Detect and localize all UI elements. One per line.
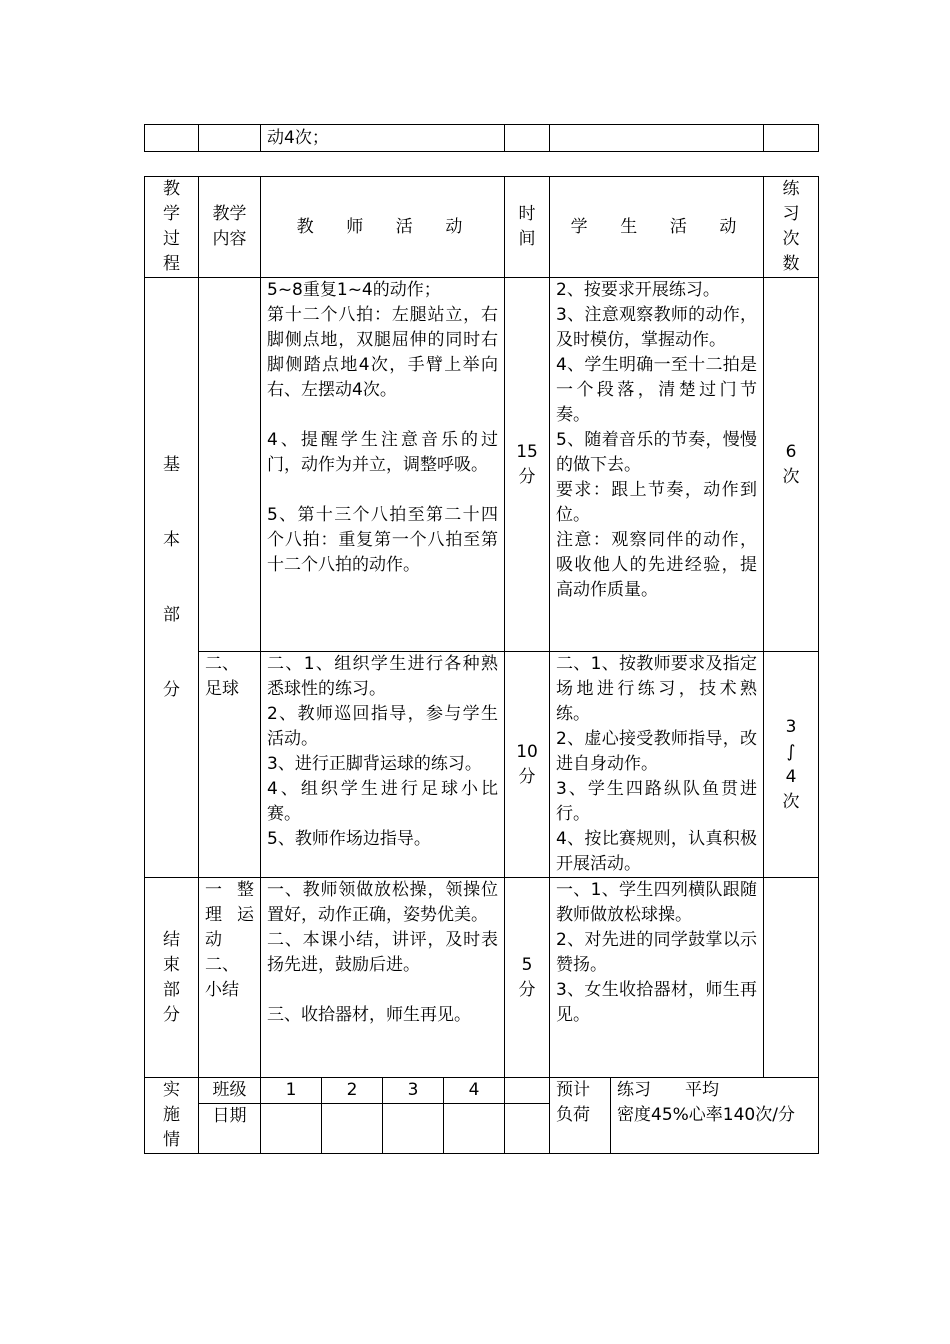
date-label: 日期 [199,1104,261,1154]
basic-teacher-para-1: 5~8重复1~4的动作； 第十二个八拍：左腿站立，右脚侧点地，双腿屈伸的同时右脚侧踏点地4次，手臂上举向右、左摆动4次。 [267,280,499,400]
basic-row-1-teacher [261,278,505,652]
basic-row-1-count: 6 次 [764,278,819,652]
basic-row-2-time: 10 分 [505,652,550,878]
density-heart-rate: 练习 平均 密度45%心率140次/分 [611,1078,819,1154]
date-cell [383,1104,444,1154]
basic-row-2-count: 3 ∫ 4 次 [764,652,819,878]
basic-teacher-para-3: 5、第十三个八拍至第二十四个八拍：重复第一个八拍至第十二个八拍的动作。 [267,505,499,575]
header-teacher-activity: 教 师 活 动 [261,177,505,278]
basic-teacher-para-2: 4、提醒学生注意音乐的过门，动作为并立，调整呼吸。 [267,430,499,475]
ending-teacher-para-2: 三、收拾器材，师生再见。 [267,1005,471,1025]
section-ending-part: 结 束 部 分 [145,878,199,1078]
ending-row [145,878,819,1078]
continued-cell-content [199,125,261,152]
header-practice-count: 练 习 次 数 [764,177,819,278]
header-process: 教 学 过 程 [145,177,199,278]
ending-content: 一整理运动 二、 小结 [199,878,261,1078]
ending-teacher [261,878,505,1078]
implementation-class-row [145,1078,819,1104]
continued-row [145,125,819,152]
basic-row-1-student: 2、按要求开展练习。 3、注意观察教师的动作，及时模仿，掌握动作。 4、学生明确一至十二拍是一个段落，清楚过门节奏。 5、随着音乐的节奏，慢慢的做下去。 要求：跟上节奏，动作到位。 注意：观察同伴的动作，吸收他人的先进经验，提高动作质量。 [550,278,764,652]
ending-count [764,878,819,1078]
class-label: 班级 [199,1078,261,1104]
continued-cell-process [145,125,199,152]
continued-cell-time [505,125,550,152]
date-cell [261,1104,322,1154]
header-content: 教学 内容 [199,177,261,278]
ending-teacher-para-1: 一、教师领做放松操，领操位置好，动作正确，姿势优美。 二、本课小结，讲评，及时表扬先进，鼓励后进。 [267,880,499,975]
lesson-plan-table [144,176,819,1154]
continued-table [144,124,819,152]
date-cell [322,1104,383,1154]
basic-row-1 [145,278,819,652]
basic-row-2-student: 二、1、按教师要求及指定场地进行练习，技术熟练。 2、虚心接受教师指导，改进自身动作。 3、学生四路纵队鱼贯进行。 4、按比赛规则，认真积极开展活动。 [550,652,764,878]
basic-row-1-content [199,278,261,652]
continued-cell-student [550,125,764,152]
class-number: 4 [444,1078,505,1104]
continued-teacher-text: 动4次； [261,125,505,152]
header-row [145,177,819,278]
ending-time: 5 分 [505,878,550,1078]
basic-row-2-teacher: 二、1、组织学生进行各种熟悉球性的练习。 2、教师巡回指导，参与学生活动。 3、进行正脚背运球的练习。 4、组织学生进行足球小比赛。 5、教师作场边指导。 [261,652,505,878]
class-time-cell [505,1078,550,1104]
continued-cell-count [764,125,819,152]
ending-student: 一、1、学生四列横队跟随教师做放松球操。 2、对先进的同学鼓掌以示赞扬。 3、女生收拾器材，师生再见。 [550,878,764,1078]
section-implementation: 实 施 情 [145,1078,199,1154]
basic-row-2 [145,652,819,878]
header-time: 时 间 [505,177,550,278]
section-basic-part: 基 本 部 分 [145,278,199,878]
expected-load-label: 预计 负荷 [550,1078,611,1154]
class-number: 1 [261,1078,322,1104]
basic-row-1-time: 15 分 [505,278,550,652]
basic-row-2-content: 二、 足球 [199,652,261,878]
header-student-activity: 学 生 活 动 [550,177,764,278]
date-time-cell [505,1104,550,1154]
date-cell [444,1104,505,1154]
class-number: 3 [383,1078,444,1104]
class-number: 2 [322,1078,383,1104]
